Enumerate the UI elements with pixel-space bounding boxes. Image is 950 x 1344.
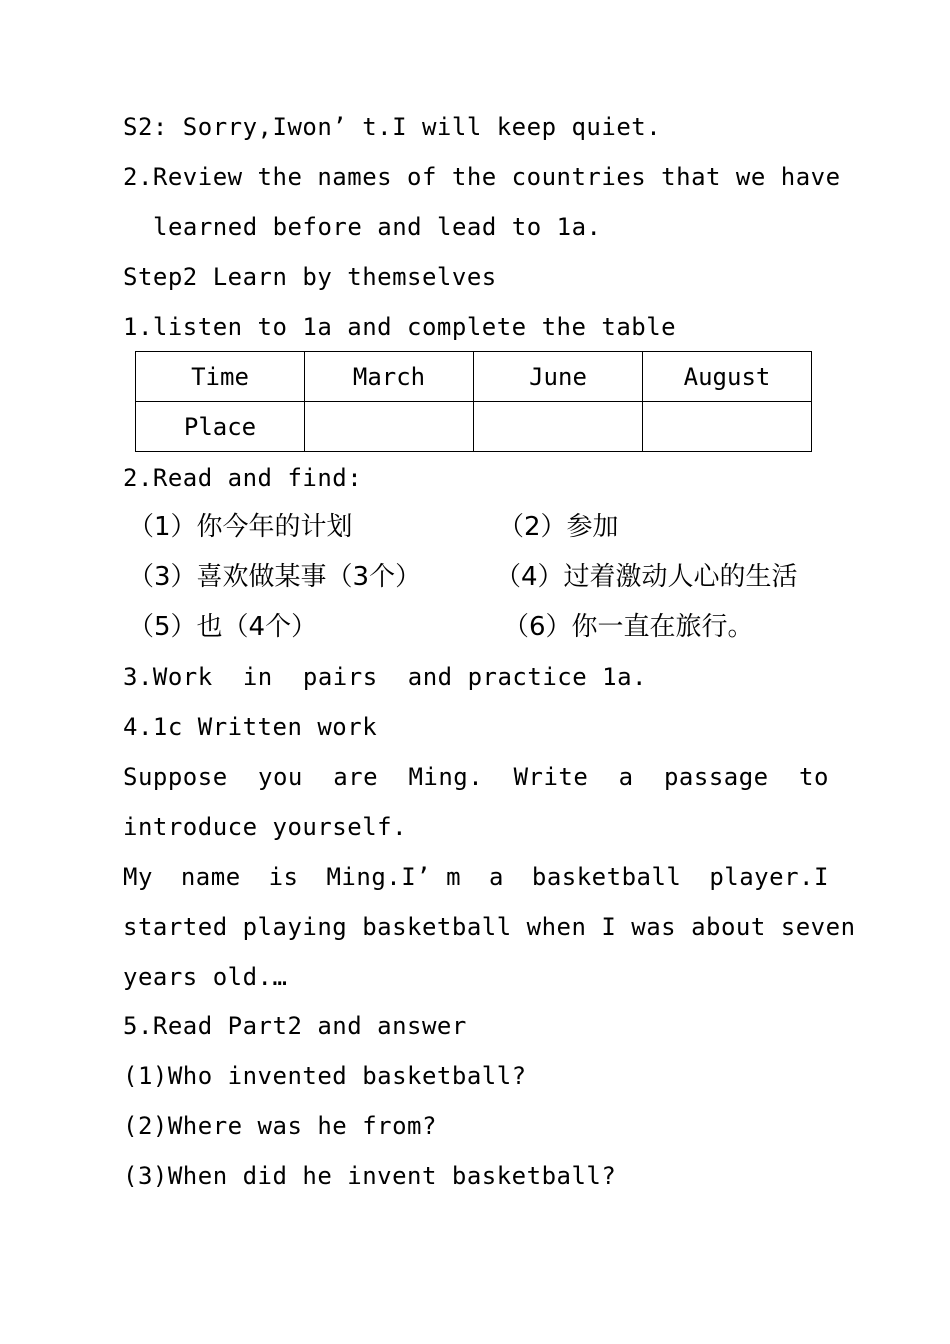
instruction-read-part2: 5.Read Part2 and answer — [123, 1012, 467, 1040]
instruction-review-cont: learned before and lead to 1a. — [153, 213, 602, 241]
table-cell — [474, 402, 643, 452]
word: to — [799, 763, 829, 791]
table-cell — [305, 402, 474, 452]
dialogue-line: S2: Sorry,Iwon’ t.I will keep quiet. — [123, 113, 662, 141]
table-cell: Time — [136, 352, 305, 402]
word: a — [488, 863, 504, 891]
word: My — [123, 863, 153, 891]
word: you — [258, 763, 303, 791]
word: a — [618, 763, 634, 791]
table-row — [136, 352, 812, 402]
written-work-heading: 4.1c Written work — [123, 713, 378, 741]
table-cell: Place — [136, 402, 305, 452]
word: Ming.I’ m — [326, 863, 462, 891]
table-cell — [643, 402, 812, 452]
word: Ming. — [408, 763, 484, 791]
word: passage — [663, 763, 769, 791]
find-item: （5）也（4个） — [128, 612, 318, 642]
question: (2)Where was he from? — [123, 1112, 437, 1140]
word: and practice 1a. — [407, 663, 647, 691]
sample-passage-line: started playing basketball when I was about seven — [123, 913, 856, 941]
listening-table — [135, 351, 812, 452]
word: player.I — [709, 863, 829, 891]
table-row — [136, 402, 812, 452]
word: are — [333, 763, 379, 791]
word: name — [180, 863, 241, 891]
instruction-pairs — [123, 662, 647, 692]
writing-prompt — [123, 762, 829, 792]
instruction-review: 2.Review the names of the countries that we have — [123, 163, 841, 191]
sample-passage-line: years old.… — [123, 963, 288, 991]
find-item: （2）参加 — [498, 512, 619, 542]
question: (3)When did he invent basketball? — [123, 1162, 617, 1190]
find-item: （4）过着激动人心的生活 — [495, 562, 798, 592]
table-cell: March — [305, 352, 474, 402]
word: 3.Work — [123, 663, 213, 691]
instruction-listen: 1.listen to 1a and complete the table — [123, 313, 677, 341]
word: basketball — [531, 863, 682, 891]
word: Suppose — [123, 763, 228, 791]
sample-passage-line — [123, 862, 829, 892]
word: is — [268, 863, 299, 891]
step-heading: Step2 Learn by themselves — [123, 263, 497, 291]
table-cell: June — [474, 352, 643, 402]
writing-prompt-cont: introduce yourself. — [123, 813, 408, 841]
instruction-read-find: 2.Read and find: — [123, 464, 363, 492]
find-item: （3）喜欢做某事（3个） — [128, 562, 422, 592]
find-item: （1）你今年的计划 — [128, 512, 353, 542]
word: pairs — [302, 663, 378, 691]
word: in — [242, 663, 273, 691]
find-item: （6）你一直在旅行。 — [503, 612, 754, 642]
question: (1)Who invented basketball? — [123, 1062, 527, 1090]
word: Write — [513, 763, 589, 791]
table-cell: August — [643, 352, 812, 402]
